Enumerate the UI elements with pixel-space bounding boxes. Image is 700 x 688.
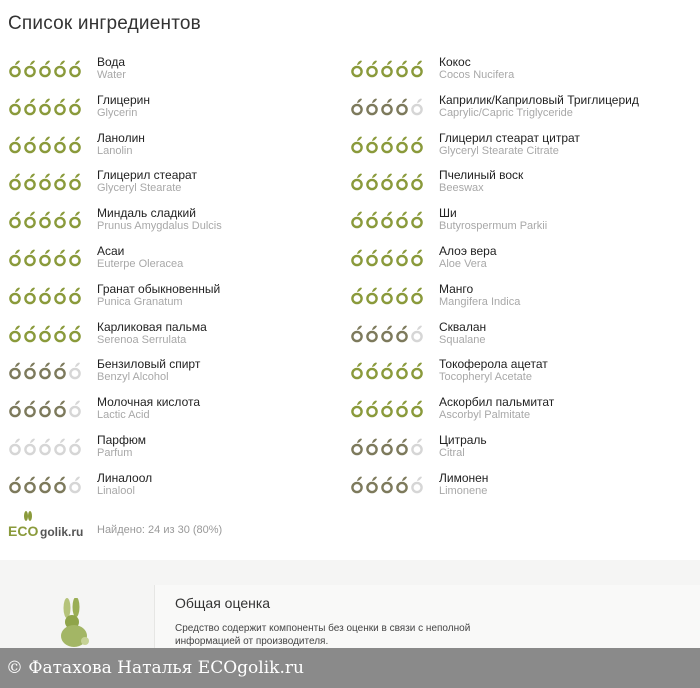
rating-drop-icon xyxy=(410,98,424,116)
ingredient-name[interactable]: Алоэ вера xyxy=(439,244,497,258)
ingredient-rating xyxy=(8,211,82,229)
ingredient-latin-name: Parfum xyxy=(97,447,133,459)
rating-drop-icon xyxy=(8,98,22,116)
ingredient-name[interactable]: Сквалан xyxy=(439,319,487,334)
ingredient-name[interactable]: Бензиловый спирт xyxy=(97,357,201,372)
rating-drop-icon xyxy=(23,173,37,191)
rating-drop-icon xyxy=(23,325,37,343)
rating-drop-icon xyxy=(395,249,409,267)
rating-drop-icon xyxy=(38,98,52,116)
rating-drop-icon xyxy=(395,438,409,456)
rating-drop-icon xyxy=(23,136,37,154)
rating-drop-icon xyxy=(38,287,52,305)
rating-drop-icon xyxy=(380,400,394,418)
ingredient-latin-name: Aloe Vera xyxy=(439,258,487,270)
rating-drop-icon xyxy=(68,173,82,191)
rating-drop-icon xyxy=(23,211,37,229)
ingredient-rating xyxy=(350,249,424,267)
rating-drop-icon xyxy=(410,249,424,267)
ingredient-name[interactable]: Глицерил стеарат xyxy=(97,168,197,183)
rating-drop-icon xyxy=(53,211,67,229)
rating-drop-icon xyxy=(38,362,52,380)
bunny-icon xyxy=(52,598,96,648)
ingredient-latin-name: Glyceryl Stearate Citrate xyxy=(439,144,559,157)
rating-drop-icon xyxy=(350,98,364,116)
rating-drop-icon xyxy=(350,400,364,418)
rating-drop-icon xyxy=(380,249,394,267)
rating-drop-icon xyxy=(395,60,409,78)
ingredient-rating xyxy=(350,173,424,191)
ingredient-rating xyxy=(350,136,424,154)
ingredient-name[interactable]: Манго xyxy=(439,281,474,296)
rating-drop-icon xyxy=(380,476,394,494)
rating-drop-icon xyxy=(23,249,37,267)
rating-drop-icon xyxy=(380,173,394,191)
rating-drop-icon xyxy=(68,60,82,78)
rating-drop-icon xyxy=(365,249,379,267)
rating-drop-icon xyxy=(410,211,424,229)
ingredient-rating xyxy=(8,476,82,494)
rating-drop-icon xyxy=(395,211,409,229)
rating-drop-icon xyxy=(23,60,37,78)
rating-drop-icon xyxy=(380,362,394,380)
ingredient-latin-name: Cocos Nucifera xyxy=(439,69,515,81)
rating-drop-icon xyxy=(38,476,52,494)
rating-drop-icon xyxy=(8,400,22,418)
rating-drop-icon xyxy=(53,136,67,154)
ingredient-rating xyxy=(8,400,82,418)
ingredient-name[interactable]: Кокос xyxy=(439,55,471,69)
rating-drop-icon xyxy=(8,211,22,229)
rating-drop-icon xyxy=(350,136,364,154)
rating-drop-icon xyxy=(68,438,82,456)
copyright-bar: © Фатахова Наталья ECOgolik.ru xyxy=(0,648,700,688)
ingredient-latin-name: Serenoa Serrulata xyxy=(97,333,187,346)
ingredient-rating xyxy=(8,438,82,456)
ingredient-name[interactable]: Токоферола ацетат xyxy=(439,357,548,372)
rating-drop-icon xyxy=(395,325,409,343)
ingredient-rating xyxy=(8,98,82,116)
ingredient-latin-name: Prunus Amygdalus Dulcis xyxy=(97,220,222,233)
rating-drop-icon xyxy=(68,98,82,116)
ingredient-name[interactable]: Лимонен xyxy=(439,470,489,485)
rating-drop-icon xyxy=(365,438,379,456)
ingredient-rating xyxy=(350,325,424,343)
rating-drop-icon xyxy=(53,438,67,456)
ingredient-rating xyxy=(8,249,82,267)
rating-drop-icon xyxy=(53,287,67,305)
rating-drop-icon xyxy=(365,136,379,154)
ingredient-latin-name: Citral xyxy=(439,447,465,459)
ingredient-name[interactable]: Каприлик/Каприловый Триглицерид xyxy=(439,92,639,107)
ingredient-latin-name: Squalane xyxy=(439,333,486,346)
overall-rating-text: Средство содержит компоненты без оценки в связи с неполной информацией от производителя. xyxy=(175,623,471,647)
ingredient-rating xyxy=(8,325,82,343)
rating-drop-icon xyxy=(380,211,394,229)
page-title: Список ингредиентов xyxy=(8,13,201,34)
rating-drop-icon xyxy=(380,287,394,305)
ingredient-latin-name: Glycerin xyxy=(97,106,138,119)
rating-drop-icon xyxy=(23,476,37,494)
rating-drop-icon xyxy=(68,325,82,343)
rating-drop-icon xyxy=(350,249,364,267)
ingredient-latin-name: Linalool xyxy=(97,484,135,497)
overall-rating-title: Общая оценка xyxy=(175,595,271,611)
rating-drop-icon xyxy=(365,211,379,229)
ingredient-name[interactable]: Глицерин xyxy=(97,92,150,107)
ingredient-name[interactable]: Ши xyxy=(439,206,457,221)
ingredient-name[interactable]: Миндаль сладкий xyxy=(97,206,196,221)
rating-drop-icon xyxy=(350,60,364,78)
rating-drop-icon xyxy=(8,438,22,456)
rating-drop-icon xyxy=(8,287,22,305)
svg-text:golik.ru: golik.ru xyxy=(40,525,84,539)
rating-drop-icon xyxy=(53,476,67,494)
rating-drop-icon xyxy=(53,60,67,78)
rating-drop-icon xyxy=(8,476,22,494)
rating-drop-icon xyxy=(68,136,82,154)
found-count: Найдено: 24 из 30 (80%) xyxy=(97,524,223,536)
rating-drop-icon xyxy=(350,325,364,343)
rating-drop-icon xyxy=(38,400,52,418)
rating-drop-icon xyxy=(8,362,22,380)
rating-drop-icon xyxy=(23,98,37,116)
ingredient-rating xyxy=(350,287,424,305)
ingredient-latin-name: Butyrospermum Parkii xyxy=(439,220,548,233)
rating-drop-icon xyxy=(53,400,67,418)
rating-drop-icon xyxy=(68,400,82,418)
rating-drop-icon xyxy=(8,173,22,191)
rating-drop-icon xyxy=(68,287,82,305)
ingredient-rating xyxy=(350,98,424,116)
ingredient-name[interactable]: Цитраль xyxy=(439,433,487,447)
ingredient-latin-name: Benzyl Alcohol xyxy=(97,371,169,384)
rating-drop-icon xyxy=(365,173,379,191)
ingredient-rating xyxy=(350,476,424,494)
rating-drop-icon xyxy=(23,438,37,456)
rating-drop-icon xyxy=(380,60,394,78)
ingredient-latin-name: Ascorbyl Palmitate xyxy=(439,409,531,422)
ingredient-rating xyxy=(350,60,424,78)
rating-drop-icon xyxy=(380,98,394,116)
rating-drop-icon xyxy=(410,362,424,380)
rating-drop-icon xyxy=(395,98,409,116)
rating-drop-icon xyxy=(68,476,82,494)
ingredient-rating xyxy=(350,362,424,380)
ingredient-name[interactable]: Вода xyxy=(97,55,126,69)
rating-drop-icon xyxy=(410,60,424,78)
rabbit-icon xyxy=(24,511,32,521)
rating-drop-icon xyxy=(53,173,67,191)
rating-drop-icon xyxy=(68,362,82,380)
rating-drop-icon xyxy=(365,325,379,343)
rating-drop-icon xyxy=(38,60,52,78)
rating-drop-icon xyxy=(395,362,409,380)
svg-text:ECO: ECO xyxy=(8,523,39,539)
rating-drop-icon xyxy=(23,287,37,305)
rating-drop-icon xyxy=(350,173,364,191)
rating-drop-icon xyxy=(8,249,22,267)
ingredient-latin-name: Euterpe Oleracea xyxy=(97,258,184,270)
ingredient-name[interactable]: Асаи xyxy=(97,244,125,258)
rating-drop-icon xyxy=(365,98,379,116)
rating-drop-icon xyxy=(38,211,52,229)
rating-drop-icon xyxy=(350,211,364,229)
rating-drop-icon xyxy=(68,249,82,267)
rating-drop-icon xyxy=(410,173,424,191)
rating-drop-icon xyxy=(23,362,37,380)
rating-drop-icon xyxy=(350,287,364,305)
rating-drop-icon xyxy=(38,325,52,343)
ingredient-rating xyxy=(350,438,424,456)
rating-drop-icon xyxy=(365,400,379,418)
rating-drop-icon xyxy=(350,476,364,494)
ingredient-latin-name: Mangifera Indica xyxy=(439,295,521,308)
rating-drop-icon xyxy=(395,287,409,305)
ingredient-rating xyxy=(8,136,82,154)
rating-drop-icon xyxy=(365,476,379,494)
ecogolik-logo[interactable] xyxy=(8,510,88,542)
rating-drop-icon xyxy=(8,136,22,154)
rating-drop-icon xyxy=(350,438,364,456)
rating-drop-icon xyxy=(53,98,67,116)
rating-drop-icon xyxy=(350,362,364,380)
ingredient-name[interactable]: Парфюм xyxy=(97,433,146,447)
rating-drop-icon xyxy=(8,60,22,78)
ingredient-name[interactable]: Карликовая пальма xyxy=(97,319,207,334)
ingredient-rating xyxy=(350,211,424,229)
ingredient-rating xyxy=(8,60,82,78)
rating-drop-icon xyxy=(410,136,424,154)
rating-drop-icon xyxy=(365,287,379,305)
rating-drop-icon xyxy=(8,325,22,343)
ingredient-rating xyxy=(8,173,82,191)
rating-drop-icon xyxy=(365,362,379,380)
rating-drop-icon xyxy=(410,476,424,494)
rating-drop-icon xyxy=(380,325,394,343)
rating-drop-icon xyxy=(53,325,67,343)
ingredient-rating xyxy=(8,362,82,380)
ingredient-latin-name: Limonene xyxy=(439,484,488,497)
ingredient-latin-name: Lactic Acid xyxy=(97,409,150,422)
rating-drop-icon xyxy=(38,438,52,456)
rating-drop-icon xyxy=(380,438,394,456)
rating-drop-icon xyxy=(53,362,67,380)
rating-drop-icon xyxy=(365,60,379,78)
ingredient-latin-name: Lanolin xyxy=(97,144,133,157)
ingredient-latin-name: Punica Granatum xyxy=(97,295,183,308)
ingredient-name[interactable]: Аскорбил пальмитат xyxy=(439,395,555,410)
rating-drop-icon xyxy=(410,325,424,343)
ingredient-name[interactable]: Глицерил стеарат цитрат xyxy=(439,130,580,145)
ingredient-name[interactable]: Гранат обыкновенный xyxy=(97,281,221,296)
rating-drop-icon xyxy=(395,476,409,494)
rating-drop-icon xyxy=(395,173,409,191)
rating-drop-icon xyxy=(410,438,424,456)
ingredient-name[interactable]: Линалоол xyxy=(97,470,153,485)
ingredient-name[interactable]: Молочная кислота xyxy=(97,395,201,410)
rating-drop-icon xyxy=(380,136,394,154)
rating-drop-icon xyxy=(38,136,52,154)
rating-drop-icon xyxy=(38,173,52,191)
rating-drop-icon xyxy=(410,287,424,305)
ingredient-latin-name: Water xyxy=(97,69,126,81)
rating-drop-icon xyxy=(395,136,409,154)
rating-drop-icon xyxy=(395,400,409,418)
rating-drop-icon xyxy=(53,249,67,267)
ingredient-rating xyxy=(350,400,424,418)
ingredient-rating xyxy=(8,287,82,305)
ingredient-name[interactable]: Пчелиный воск xyxy=(439,168,524,183)
ingredient-name[interactable]: Ланолин xyxy=(97,130,145,145)
rating-drop-icon xyxy=(38,249,52,267)
ingredient-latin-name: Beeswax xyxy=(439,182,484,195)
rating-drop-icon xyxy=(410,400,424,418)
ingredient-latin-name: Glyceryl Stearate xyxy=(97,182,182,195)
rating-drop-icon xyxy=(68,211,82,229)
ingredient-latin-name: Caprylic/Capric Triglyceride xyxy=(439,106,573,119)
rating-drop-icon xyxy=(23,400,37,418)
ingredient-latin-name: Tocopheryl Acetate xyxy=(439,371,532,384)
